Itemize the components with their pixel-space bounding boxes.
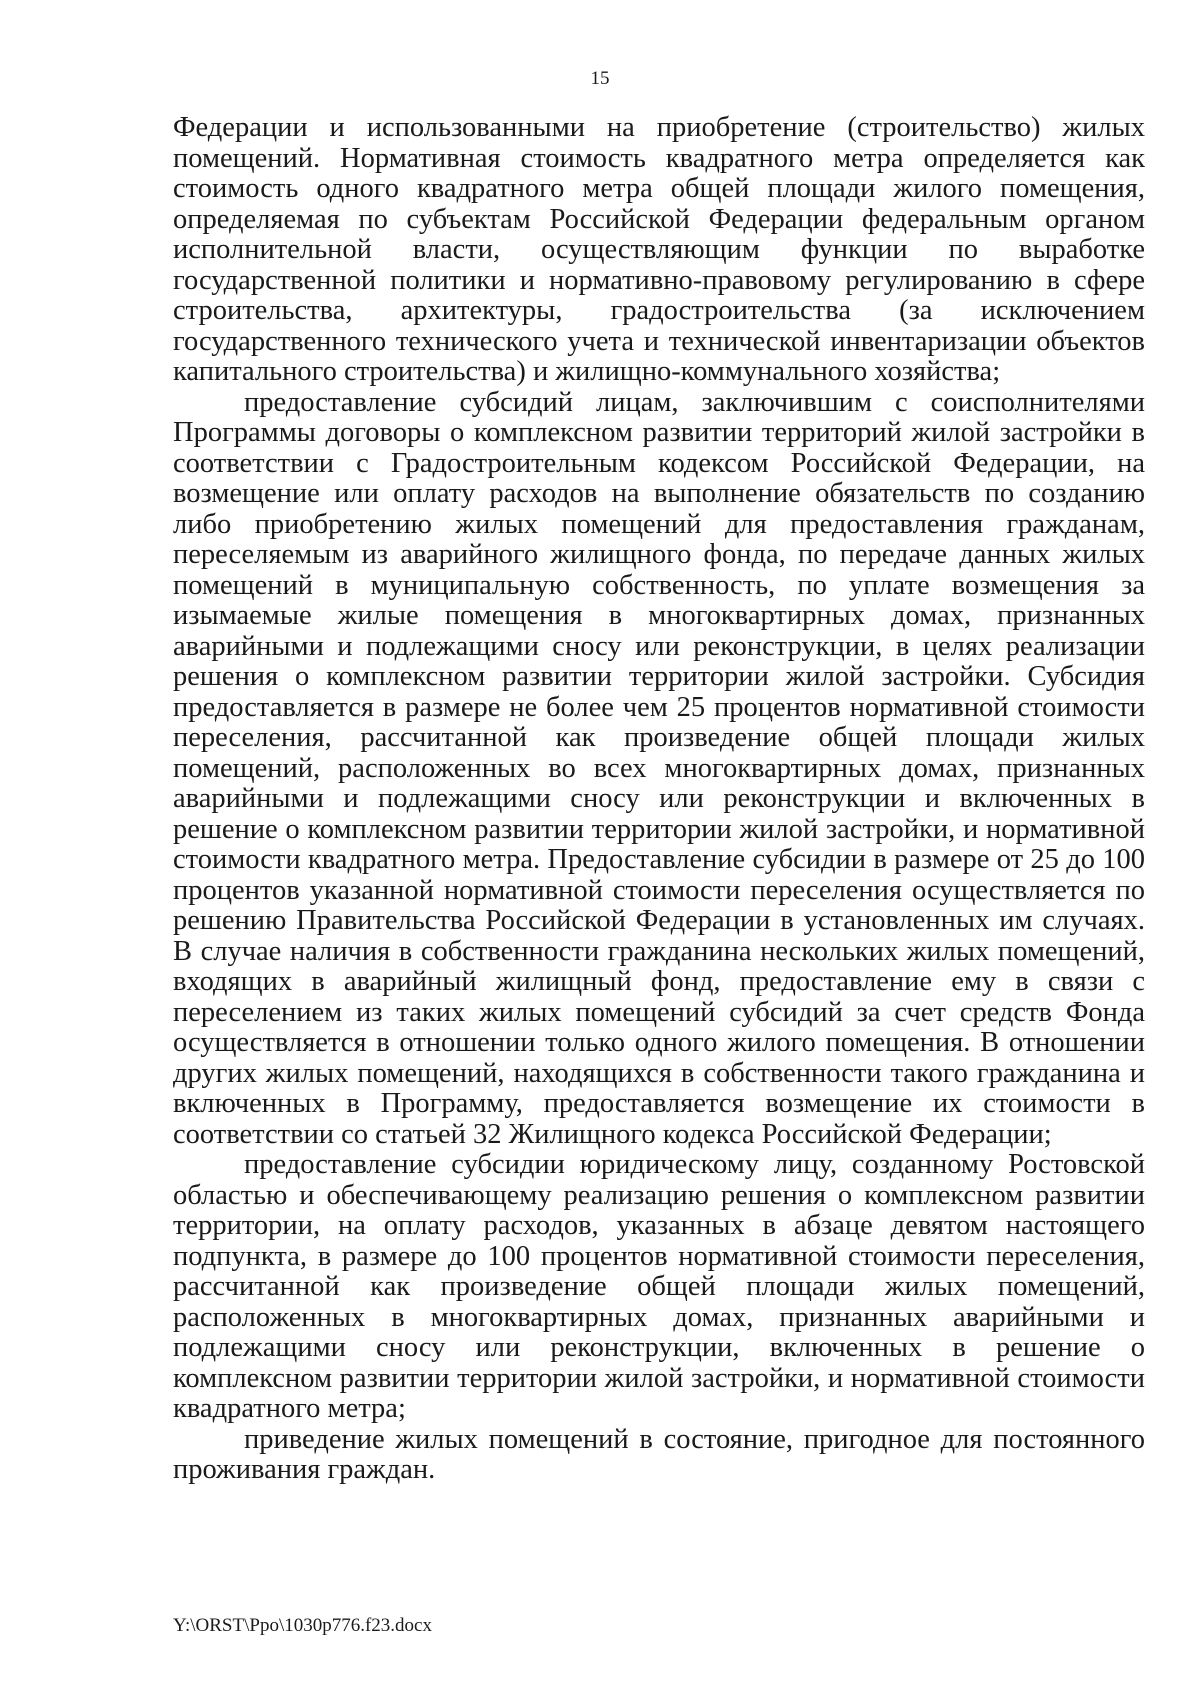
paragraph: Федерации и использованными на приобретение (строительство) жилых помещений. Нормативная стоимость квадратного метра определяется как стоимость одного квадратного метра общей площади жилого помещения, определяемая по субъектам Российской Федерации федеральным органом исполнительной власти, осуществляющим функции по выработке государственной политики и нормативно-правовому регулированию в сфере строительства, архитектуры, градостроительства (за исключением государственного технического учета и технической инвентаризации объектов капитального строительства) и жилищно-коммунального хозяйства; [173, 112, 1145, 387]
document-body [173, 113, 1145, 1486]
paragraph: приведение жилых помещений в состояние, пригодное для постоянного проживания граждан. [173, 1423, 1145, 1485]
paragraph: предоставление субсидии юридическому лицу, созданному Ростовской областью и обеспечивающему реализацию решения о комплексном развитии территории, на оплату расходов, указанных в абзаце девятом настоящего подпункта, в размере до 100 процентов нормативной стоимости переселения, рассчитанной как произведение общей площади жилых помещений, расположенных в многоквартирных домах, признанных аварийными и подлежащими сносу или реконструкции, включенных в решение о комплексном развитии территории жилой застройки, и нормативной стоимости квадратного метра; [173, 1149, 1145, 1424]
footer-file-path: Y:\ORST\Ppo\1030p776.f23.docx [173, 1615, 432, 1636]
paragraph: предоставление субсидий лицам, заключившим с соисполнителями Программы договоры о комплексном развитии территорий жилой застройки в соответствии с Градостроительным кодексом Российской Федерации, на возмещение или оплату расходов на выполнение обязательств по созданию либо приобретению жилых помещений для предоставления гражданам, переселяемым из аварийного жилищного фонда, по передаче данных жилых помещений в муниципальную собственность, по уплате возмещения за изымаемые жилые помещения в многоквартирных домах, признанных аварийными и подлежащими сносу или реконструкции, в целях реализации решения о комплексном развитии территории жилой застройки. Субсидия предоставляется в размере не более чем 25 процентов нормативной стоимости переселения, рассчитанной как произведение общей площади жилых помещений, расположенных во всех многоквартирных домах, признанных аварийными и подлежащими сносу или реконструкции и включенных в решение о комплексном развитии территории жилой застройки, и нормативной стоимости квадратного метра. Предоставление субсидии в размере от 25 до 100 процентов указанной нормативной стоимости переселения осуществляется по решению Правительства Российской Федерации в установленных им случаях. В случае наличия в собственности гражданина нескольких жилых помещений, входящих в аварийный жилищный фонд, предоставление ему в связи с переселением из таких жилых помещений субсидий за счет средств Фонда осуществляется в отношении только одного жилого помещения. В отношении других жилых помещений, находящихся в собственности такого гражданина и включенных в Программу, предоставляется возмещение их стоимости в соответствии со статьей 32 Жилищного кодекса Российской Федерации; [173, 386, 1145, 1150]
page-number: 15 [590, 68, 610, 89]
